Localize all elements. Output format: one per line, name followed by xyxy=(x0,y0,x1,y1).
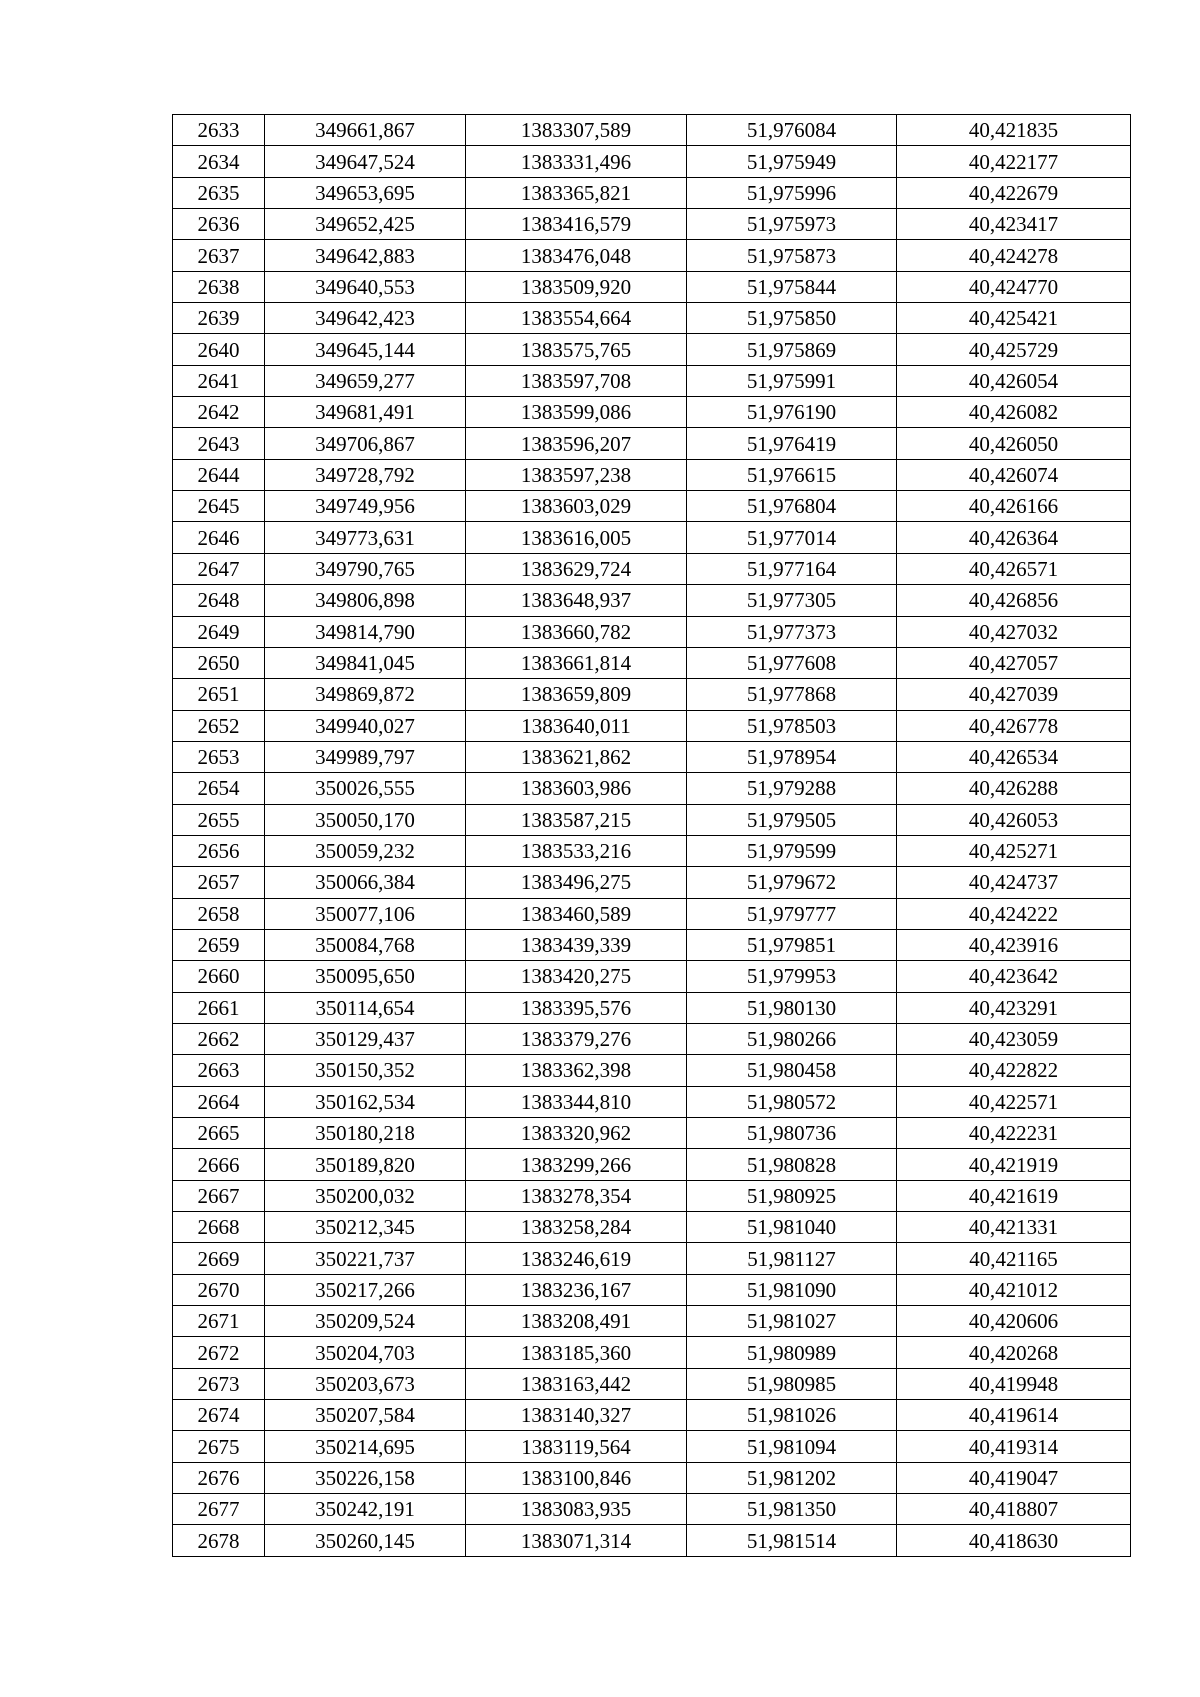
x-coordinate-cell: 350066,384 xyxy=(265,867,466,898)
y-coordinate-cell: 1383533,216 xyxy=(466,835,687,866)
point-number-cell: 2645 xyxy=(173,491,265,522)
y-coordinate-cell: 1383575,765 xyxy=(466,334,687,365)
y-coordinate-cell: 1383460,589 xyxy=(466,898,687,929)
y-coordinate-cell: 1383299,266 xyxy=(466,1149,687,1180)
y-coordinate-cell: 1383439,339 xyxy=(466,929,687,960)
point-number-cell: 2644 xyxy=(173,459,265,490)
x-coordinate-cell: 349814,790 xyxy=(265,616,466,647)
longitude-cell: 40,424278 xyxy=(897,240,1131,271)
latitude-cell: 51,981202 xyxy=(687,1462,897,1493)
x-coordinate-cell: 349640,553 xyxy=(265,271,466,302)
longitude-cell: 40,422679 xyxy=(897,177,1131,208)
point-number-cell: 2676 xyxy=(173,1462,265,1493)
point-number-cell: 2659 xyxy=(173,929,265,960)
point-number-cell: 2677 xyxy=(173,1494,265,1525)
longitude-cell: 40,426364 xyxy=(897,522,1131,553)
latitude-cell: 51,977608 xyxy=(687,647,897,678)
x-coordinate-cell: 350077,106 xyxy=(265,898,466,929)
y-coordinate-cell: 1383597,238 xyxy=(466,459,687,490)
x-coordinate-cell: 349841,045 xyxy=(265,647,466,678)
longitude-cell: 40,426082 xyxy=(897,397,1131,428)
table-row xyxy=(173,177,1131,208)
y-coordinate-cell: 1383379,276 xyxy=(466,1023,687,1054)
y-coordinate-cell: 1383599,086 xyxy=(466,397,687,428)
longitude-cell: 40,421919 xyxy=(897,1149,1131,1180)
x-coordinate-cell: 350129,437 xyxy=(265,1023,466,1054)
y-coordinate-cell: 1383119,564 xyxy=(466,1431,687,1462)
table-row xyxy=(173,773,1131,804)
latitude-cell: 51,976190 xyxy=(687,397,897,428)
y-coordinate-cell: 1383596,207 xyxy=(466,428,687,459)
x-coordinate-cell: 349642,883 xyxy=(265,240,466,271)
point-number-cell: 2648 xyxy=(173,585,265,616)
longitude-cell: 40,419948 xyxy=(897,1368,1131,1399)
point-number-cell: 2658 xyxy=(173,898,265,929)
x-coordinate-cell: 350203,673 xyxy=(265,1368,466,1399)
y-coordinate-cell: 1383476,048 xyxy=(466,240,687,271)
table-row xyxy=(173,1400,1131,1431)
table-row xyxy=(173,647,1131,678)
table-row xyxy=(173,992,1131,1023)
latitude-cell: 51,981350 xyxy=(687,1494,897,1525)
table-row xyxy=(173,240,1131,271)
longitude-cell: 40,422177 xyxy=(897,146,1131,177)
point-number-cell: 2634 xyxy=(173,146,265,177)
y-coordinate-cell: 1383344,810 xyxy=(466,1086,687,1117)
longitude-cell: 40,418630 xyxy=(897,1525,1131,1556)
table-row xyxy=(173,1180,1131,1211)
latitude-cell: 51,979672 xyxy=(687,867,897,898)
longitude-cell: 40,425421 xyxy=(897,303,1131,334)
longitude-cell: 40,423642 xyxy=(897,961,1131,992)
x-coordinate-cell: 350059,232 xyxy=(265,835,466,866)
table-row xyxy=(173,303,1131,334)
table-row xyxy=(173,146,1131,177)
table-row xyxy=(173,1462,1131,1493)
latitude-cell: 51,975996 xyxy=(687,177,897,208)
point-number-cell: 2650 xyxy=(173,647,265,678)
y-coordinate-cell: 1383278,354 xyxy=(466,1180,687,1211)
point-number-cell: 2636 xyxy=(173,209,265,240)
latitude-cell: 51,975949 xyxy=(687,146,897,177)
longitude-cell: 40,424222 xyxy=(897,898,1131,929)
table-row xyxy=(173,835,1131,866)
table-row xyxy=(173,1306,1131,1337)
point-number-cell: 2665 xyxy=(173,1118,265,1149)
longitude-cell: 40,423059 xyxy=(897,1023,1131,1054)
point-number-cell: 2667 xyxy=(173,1180,265,1211)
longitude-cell: 40,420606 xyxy=(897,1306,1131,1337)
latitude-cell: 51,981027 xyxy=(687,1306,897,1337)
table-row xyxy=(173,961,1131,992)
latitude-cell: 51,979851 xyxy=(687,929,897,960)
y-coordinate-cell: 1383554,664 xyxy=(466,303,687,334)
point-number-cell: 2653 xyxy=(173,741,265,772)
x-coordinate-cell: 349869,872 xyxy=(265,679,466,710)
x-coordinate-cell: 349681,491 xyxy=(265,397,466,428)
point-number-cell: 2660 xyxy=(173,961,265,992)
longitude-cell: 40,424737 xyxy=(897,867,1131,898)
table-row xyxy=(173,804,1131,835)
longitude-cell: 40,426050 xyxy=(897,428,1131,459)
point-number-cell: 2641 xyxy=(173,365,265,396)
x-coordinate-cell: 350212,345 xyxy=(265,1212,466,1243)
longitude-cell: 40,426288 xyxy=(897,773,1131,804)
point-number-cell: 2668 xyxy=(173,1212,265,1243)
table-row xyxy=(173,491,1131,522)
longitude-cell: 40,425729 xyxy=(897,334,1131,365)
point-number-cell: 2666 xyxy=(173,1149,265,1180)
longitude-cell: 40,427057 xyxy=(897,647,1131,678)
x-coordinate-cell: 349661,867 xyxy=(265,115,466,146)
point-number-cell: 2662 xyxy=(173,1023,265,1054)
x-coordinate-cell: 350204,703 xyxy=(265,1337,466,1368)
point-number-cell: 2661 xyxy=(173,992,265,1023)
longitude-cell: 40,425271 xyxy=(897,835,1131,866)
latitude-cell: 51,976804 xyxy=(687,491,897,522)
x-coordinate-cell: 350221,737 xyxy=(265,1243,466,1274)
y-coordinate-cell: 1383420,275 xyxy=(466,961,687,992)
longitude-cell: 40,421331 xyxy=(897,1212,1131,1243)
latitude-cell: 51,979953 xyxy=(687,961,897,992)
latitude-cell: 51,979505 xyxy=(687,804,897,835)
point-number-cell: 2642 xyxy=(173,397,265,428)
latitude-cell: 51,980266 xyxy=(687,1023,897,1054)
latitude-cell: 51,978954 xyxy=(687,741,897,772)
latitude-cell: 51,976084 xyxy=(687,115,897,146)
x-coordinate-cell: 349989,797 xyxy=(265,741,466,772)
point-number-cell: 2675 xyxy=(173,1431,265,1462)
y-coordinate-cell: 1383621,862 xyxy=(466,741,687,772)
y-coordinate-cell: 1383365,821 xyxy=(466,177,687,208)
latitude-cell: 51,981514 xyxy=(687,1525,897,1556)
longitude-cell: 40,426074 xyxy=(897,459,1131,490)
longitude-cell: 40,420268 xyxy=(897,1337,1131,1368)
table-row xyxy=(173,679,1131,710)
longitude-cell: 40,422571 xyxy=(897,1086,1131,1117)
x-coordinate-cell: 349940,027 xyxy=(265,710,466,741)
x-coordinate-cell: 350214,695 xyxy=(265,1431,466,1462)
latitude-cell: 51,980572 xyxy=(687,1086,897,1117)
x-coordinate-cell: 349806,898 xyxy=(265,585,466,616)
table-row xyxy=(173,1212,1131,1243)
longitude-cell: 40,426166 xyxy=(897,491,1131,522)
point-number-cell: 2651 xyxy=(173,679,265,710)
longitude-cell: 40,426571 xyxy=(897,553,1131,584)
x-coordinate-cell: 350189,820 xyxy=(265,1149,466,1180)
table-row xyxy=(173,1337,1131,1368)
table-row xyxy=(173,898,1131,929)
latitude-cell: 51,975991 xyxy=(687,365,897,396)
x-coordinate-cell: 350242,191 xyxy=(265,1494,466,1525)
latitude-cell: 51,980985 xyxy=(687,1368,897,1399)
latitude-cell: 51,980458 xyxy=(687,1055,897,1086)
point-number-cell: 2639 xyxy=(173,303,265,334)
latitude-cell: 51,980925 xyxy=(687,1180,897,1211)
latitude-cell: 51,981094 xyxy=(687,1431,897,1462)
table-row xyxy=(173,1086,1131,1117)
x-coordinate-cell: 350150,352 xyxy=(265,1055,466,1086)
y-coordinate-cell: 1383071,314 xyxy=(466,1525,687,1556)
y-coordinate-cell: 1383587,215 xyxy=(466,804,687,835)
point-number-cell: 2655 xyxy=(173,804,265,835)
y-coordinate-cell: 1383100,846 xyxy=(466,1462,687,1493)
longitude-cell: 40,423916 xyxy=(897,929,1131,960)
y-coordinate-cell: 1383509,920 xyxy=(466,271,687,302)
longitude-cell: 40,426856 xyxy=(897,585,1131,616)
table-row xyxy=(173,459,1131,490)
y-coordinate-cell: 1383083,935 xyxy=(466,1494,687,1525)
table-row xyxy=(173,1023,1131,1054)
x-coordinate-cell: 349790,765 xyxy=(265,553,466,584)
point-number-cell: 2671 xyxy=(173,1306,265,1337)
table-row xyxy=(173,1055,1131,1086)
latitude-cell: 51,979599 xyxy=(687,835,897,866)
y-coordinate-cell: 1383236,167 xyxy=(466,1274,687,1305)
latitude-cell: 51,977868 xyxy=(687,679,897,710)
longitude-cell: 40,419314 xyxy=(897,1431,1131,1462)
longitude-cell: 40,424770 xyxy=(897,271,1131,302)
latitude-cell: 51,980130 xyxy=(687,992,897,1023)
longitude-cell: 40,421165 xyxy=(897,1243,1131,1274)
longitude-cell: 40,419614 xyxy=(897,1400,1131,1431)
table-row xyxy=(173,1525,1131,1556)
longitude-cell: 40,426054 xyxy=(897,365,1131,396)
y-coordinate-cell: 1383597,708 xyxy=(466,365,687,396)
y-coordinate-cell: 1383659,809 xyxy=(466,679,687,710)
table-row xyxy=(173,867,1131,898)
latitude-cell: 51,977373 xyxy=(687,616,897,647)
latitude-cell: 51,979288 xyxy=(687,773,897,804)
table-row xyxy=(173,115,1131,146)
point-number-cell: 2635 xyxy=(173,177,265,208)
longitude-cell: 40,423417 xyxy=(897,209,1131,240)
table-row xyxy=(173,1243,1131,1274)
longitude-cell: 40,421012 xyxy=(897,1274,1131,1305)
coordinates-table-body xyxy=(173,115,1131,1557)
point-number-cell: 2672 xyxy=(173,1337,265,1368)
point-number-cell: 2637 xyxy=(173,240,265,271)
latitude-cell: 51,981127 xyxy=(687,1243,897,1274)
x-coordinate-cell: 350200,032 xyxy=(265,1180,466,1211)
x-coordinate-cell: 350217,266 xyxy=(265,1274,466,1305)
y-coordinate-cell: 1383496,275 xyxy=(466,867,687,898)
x-coordinate-cell: 350084,768 xyxy=(265,929,466,960)
longitude-cell: 40,422822 xyxy=(897,1055,1131,1086)
point-number-cell: 2647 xyxy=(173,553,265,584)
point-number-cell: 2652 xyxy=(173,710,265,741)
table-row xyxy=(173,710,1131,741)
latitude-cell: 51,975850 xyxy=(687,303,897,334)
latitude-cell: 51,976419 xyxy=(687,428,897,459)
x-coordinate-cell: 349773,631 xyxy=(265,522,466,553)
point-number-cell: 2657 xyxy=(173,867,265,898)
y-coordinate-cell: 1383258,284 xyxy=(466,1212,687,1243)
latitude-cell: 51,977164 xyxy=(687,553,897,584)
longitude-cell: 40,423291 xyxy=(897,992,1131,1023)
latitude-cell: 51,981040 xyxy=(687,1212,897,1243)
y-coordinate-cell: 1383320,962 xyxy=(466,1118,687,1149)
y-coordinate-cell: 1383246,619 xyxy=(466,1243,687,1274)
point-number-cell: 2670 xyxy=(173,1274,265,1305)
x-coordinate-cell: 350180,218 xyxy=(265,1118,466,1149)
point-number-cell: 2646 xyxy=(173,522,265,553)
point-number-cell: 2656 xyxy=(173,835,265,866)
table-row xyxy=(173,616,1131,647)
latitude-cell: 51,977014 xyxy=(687,522,897,553)
point-number-cell: 2640 xyxy=(173,334,265,365)
y-coordinate-cell: 1383140,327 xyxy=(466,1400,687,1431)
x-coordinate-cell: 350209,524 xyxy=(265,1306,466,1337)
y-coordinate-cell: 1383660,782 xyxy=(466,616,687,647)
y-coordinate-cell: 1383616,005 xyxy=(466,522,687,553)
longitude-cell: 40,421835 xyxy=(897,115,1131,146)
table-row xyxy=(173,1494,1131,1525)
x-coordinate-cell: 350260,145 xyxy=(265,1525,466,1556)
x-coordinate-cell: 350162,534 xyxy=(265,1086,466,1117)
table-row xyxy=(173,428,1131,459)
x-coordinate-cell: 350095,650 xyxy=(265,961,466,992)
table-row xyxy=(173,1368,1131,1399)
y-coordinate-cell: 1383331,496 xyxy=(466,146,687,177)
longitude-cell: 40,427039 xyxy=(897,679,1131,710)
y-coordinate-cell: 1383640,011 xyxy=(466,710,687,741)
point-number-cell: 2638 xyxy=(173,271,265,302)
x-coordinate-cell: 349645,144 xyxy=(265,334,466,365)
y-coordinate-cell: 1383208,491 xyxy=(466,1306,687,1337)
latitude-cell: 51,981026 xyxy=(687,1400,897,1431)
point-number-cell: 2678 xyxy=(173,1525,265,1556)
point-number-cell: 2649 xyxy=(173,616,265,647)
table-row xyxy=(173,522,1131,553)
point-number-cell: 2674 xyxy=(173,1400,265,1431)
y-coordinate-cell: 1383629,724 xyxy=(466,553,687,584)
point-number-cell: 2673 xyxy=(173,1368,265,1399)
table-row xyxy=(173,1431,1131,1462)
point-number-cell: 2643 xyxy=(173,428,265,459)
x-coordinate-cell: 349706,867 xyxy=(265,428,466,459)
table-row xyxy=(173,741,1131,772)
table-row xyxy=(173,553,1131,584)
table-row xyxy=(173,1149,1131,1180)
table-row xyxy=(173,929,1131,960)
x-coordinate-cell: 349659,277 xyxy=(265,365,466,396)
table-row xyxy=(173,334,1131,365)
point-number-cell: 2664 xyxy=(173,1086,265,1117)
latitude-cell: 51,978503 xyxy=(687,710,897,741)
table-row xyxy=(173,585,1131,616)
latitude-cell: 51,975844 xyxy=(687,271,897,302)
x-coordinate-cell: 350026,555 xyxy=(265,773,466,804)
longitude-cell: 40,426053 xyxy=(897,804,1131,835)
latitude-cell: 51,975869 xyxy=(687,334,897,365)
y-coordinate-cell: 1383416,579 xyxy=(466,209,687,240)
x-coordinate-cell: 350114,654 xyxy=(265,992,466,1023)
table-row xyxy=(173,1274,1131,1305)
longitude-cell: 40,418807 xyxy=(897,1494,1131,1525)
x-coordinate-cell: 350207,584 xyxy=(265,1400,466,1431)
x-coordinate-cell: 350050,170 xyxy=(265,804,466,835)
longitude-cell: 40,419047 xyxy=(897,1462,1131,1493)
point-number-cell: 2654 xyxy=(173,773,265,804)
coordinates-table xyxy=(172,114,1131,1557)
y-coordinate-cell: 1383603,029 xyxy=(466,491,687,522)
latitude-cell: 51,976615 xyxy=(687,459,897,490)
table-row xyxy=(173,1118,1131,1149)
y-coordinate-cell: 1383163,442 xyxy=(466,1368,687,1399)
latitude-cell: 51,975973 xyxy=(687,209,897,240)
latitude-cell: 51,980989 xyxy=(687,1337,897,1368)
x-coordinate-cell: 349647,524 xyxy=(265,146,466,177)
table-row xyxy=(173,365,1131,396)
point-number-cell: 2669 xyxy=(173,1243,265,1274)
table-row xyxy=(173,209,1131,240)
x-coordinate-cell: 349728,792 xyxy=(265,459,466,490)
longitude-cell: 40,426778 xyxy=(897,710,1131,741)
point-number-cell: 2663 xyxy=(173,1055,265,1086)
x-coordinate-cell: 349653,695 xyxy=(265,177,466,208)
x-coordinate-cell: 349652,425 xyxy=(265,209,466,240)
longitude-cell: 40,427032 xyxy=(897,616,1131,647)
table-row xyxy=(173,271,1131,302)
x-coordinate-cell: 350226,158 xyxy=(265,1462,466,1493)
latitude-cell: 51,977305 xyxy=(687,585,897,616)
latitude-cell: 51,979777 xyxy=(687,898,897,929)
y-coordinate-cell: 1383307,589 xyxy=(466,115,687,146)
x-coordinate-cell: 349642,423 xyxy=(265,303,466,334)
point-number-cell: 2633 xyxy=(173,115,265,146)
y-coordinate-cell: 1383603,986 xyxy=(466,773,687,804)
y-coordinate-cell: 1383395,576 xyxy=(466,992,687,1023)
y-coordinate-cell: 1383185,360 xyxy=(466,1337,687,1368)
latitude-cell: 51,980828 xyxy=(687,1149,897,1180)
latitude-cell: 51,975873 xyxy=(687,240,897,271)
longitude-cell: 40,426534 xyxy=(897,741,1131,772)
latitude-cell: 51,981090 xyxy=(687,1274,897,1305)
latitude-cell: 51,980736 xyxy=(687,1118,897,1149)
table-row xyxy=(173,397,1131,428)
y-coordinate-cell: 1383648,937 xyxy=(466,585,687,616)
y-coordinate-cell: 1383362,398 xyxy=(466,1055,687,1086)
longitude-cell: 40,421619 xyxy=(897,1180,1131,1211)
y-coordinate-cell: 1383661,814 xyxy=(466,647,687,678)
longitude-cell: 40,422231 xyxy=(897,1118,1131,1149)
x-coordinate-cell: 349749,956 xyxy=(265,491,466,522)
